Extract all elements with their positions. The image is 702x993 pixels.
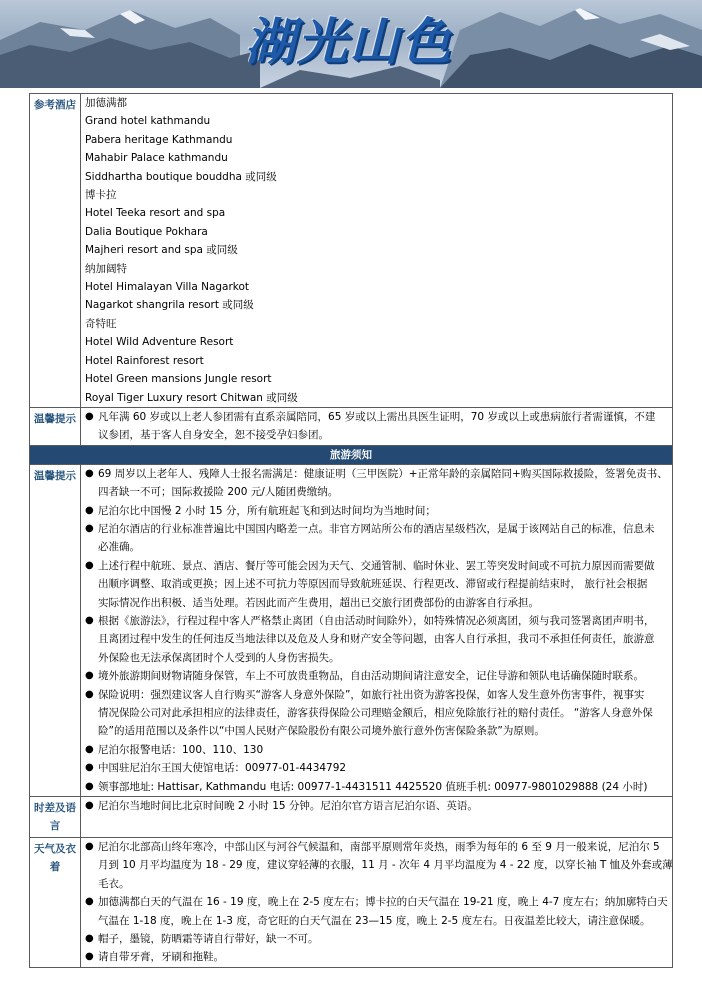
- bullet-icon: ●: [85, 743, 94, 755]
- list-line: 气温在 1-18 度，晚上在 1-3 度，奇它旺的白天气温在 23—15 度，晚上 2-5 度左右。日夜温差比较大，请注意保暖。: [98, 914, 651, 927]
- notice-row: [30, 464, 673, 796]
- tips-row: [30, 407, 673, 445]
- hotel-line: Hotel Wild Adventure Resort: [85, 336, 234, 349]
- list-item: [85, 667, 668, 685]
- list-item: [85, 686, 668, 741]
- hotel-line: 加德满都: [85, 97, 127, 109]
- header-banner: [0, 0, 702, 88]
- list-line: 凡年满 60 岁或以上老人参团需有直系亲属陪同，65 岁或以上需出具医生证明，70 岁或以上或患病旅行者需谨慎，不建: [98, 410, 656, 423]
- list-item: [85, 520, 668, 557]
- list-line: 中国驻尼泊尔王国大使馆电话：00977-01-4434792: [98, 762, 347, 775]
- list-line: 月到 10 月平均温度为 18 - 29 度，建议穿轻薄的衣服，11 月 - 次年 4 月平均温度为 4 - 22 度，以穿长袖 T 恤及外套或薄: [98, 859, 673, 872]
- hotel-line: Nagarkot shangrila resort 或同级: [85, 299, 254, 312]
- bullet-icon: ●: [85, 614, 94, 626]
- list-line: 69 周岁以上老年人、残障人士报名需满足：健康证明（三甲医院）+正常年龄的亲属陪同+购买国际救援险，签署免责书、: [98, 467, 668, 480]
- hotel-line: Hotel Himalayan Villa Nagarkot: [85, 281, 250, 294]
- list-line: 帽子，墨镜，防晒霜等请自行带好，缺一不可。: [98, 933, 319, 946]
- list-line: 尼泊尔报警电话：100、110、130: [98, 743, 264, 756]
- list-item: [85, 778, 668, 796]
- timezone-label: 时差及语言: [30, 797, 81, 838]
- list-item: [85, 759, 668, 777]
- list-line: 尼泊尔比中国慢 2 小时 15 分，所有航班起飞和到达时间均为当地时间；: [98, 504, 436, 517]
- list-item: [85, 893, 668, 930]
- notice-label: 温馨提示: [30, 464, 81, 796]
- hotel-line: Dalia Boutique Pokhara: [85, 225, 208, 238]
- section-header: 旅游须知: [30, 445, 673, 464]
- list-line: 尼泊尔当地时间比北京时间晚 2 小时 15 分钟。尼泊尔官方语言尼泊尔语、英语。: [98, 800, 478, 813]
- hotel-line: 纳加阔特: [85, 262, 127, 275]
- weather-label: 天气及衣着: [30, 838, 81, 968]
- notice-content: [81, 464, 673, 796]
- list-line: 上述行程中航班、景点、酒店、餐厅等可能会因为天气、交通管制、临时休业、罢工等突发时间或不可抗力原因而需要做: [98, 559, 655, 572]
- list-line: 尼泊尔酒店的行业标准普遍比中国国内略差一点。非官方网站所公布的酒店星级档次，是属于该网站自己的标准，信息未: [98, 522, 655, 535]
- list-line: 根据《旅游法》，行程过程中客人严格禁止离团（自由活动时间除外），如特殊情况必须离团，须与我司签署离团声明书，: [98, 614, 655, 627]
- tips-label: 温馨提示: [30, 407, 81, 445]
- bullet-icon: ●: [85, 467, 94, 479]
- list-item: [85, 408, 668, 445]
- list-item: [85, 465, 668, 502]
- weather-content: [81, 838, 673, 968]
- list-line: 保险说明：强烈建议客人自行购买“游客人身意外保险”，如旅行社出资为游客投保，如客人发生意外伤害事件，视事实: [98, 688, 645, 701]
- notice-header-row: [30, 445, 673, 464]
- hotels-label: 参考酒店: [30, 94, 81, 408]
- bullet-icon: ●: [85, 780, 94, 792]
- list-item: [85, 797, 668, 815]
- bullet-icon: ●: [85, 559, 94, 571]
- list-item: [85, 502, 668, 520]
- bullet-icon: ●: [85, 933, 94, 945]
- hotel-line: Hotel Teeka resort and spa: [85, 207, 226, 220]
- list-item: [85, 930, 668, 948]
- tips-content: [81, 407, 673, 445]
- list-line: 毛衣。: [98, 877, 130, 890]
- hotels-content: [81, 94, 673, 408]
- list-line: 四者缺一不可；国际救援险 200 元/人随团费缴纳。: [98, 486, 339, 499]
- bullet-icon: ●: [85, 800, 94, 812]
- list-line: 且离团过程中发生的任何违反当地法律以及危及人身和财产安全等问题，由客人自行承担，我司不承担任何责任，旅游意: [98, 633, 655, 646]
- hotel-line: Majheri resort and spa 或同级: [85, 244, 238, 257]
- timezone-row: [30, 797, 673, 838]
- bullet-icon: ●: [85, 522, 94, 534]
- bullet-icon: ●: [85, 951, 94, 963]
- hotel-line: Royal Tiger Luxury resort Chitwan 或同级: [85, 391, 298, 404]
- bullet-icon: ●: [85, 688, 94, 700]
- list-line: 情况保险公司对此承担相应的法律责任，游客获得保险公司理赔金额后，相应免除旅行社的赔付责任。 “游客人身意外保: [98, 707, 653, 719]
- list-line: 出顺序调整、取消或更换；因上述不可抗力等原因而导致航班延误、行程更改、滞留或行程提前结束时， 旅行社会根据: [98, 578, 648, 591]
- bullet-icon: ●: [85, 762, 94, 774]
- list-line: 实际情况作出积极、适当处理。若因此而产生费用，超出已交旅行团费部份的由游客自行承担。: [98, 596, 539, 609]
- list-line: 尼泊尔北部高山终年寒冷，中部山区与河谷气候温和，南部平原则常年炎热，雨季为每年的 6 至 9 月一般来说，尼泊尔 5: [98, 841, 660, 854]
- itinerary-info-table: [29, 93, 673, 968]
- hotel-line: Siddhartha boutique bouddha 或同级: [85, 170, 277, 183]
- list-item: [85, 838, 673, 893]
- list-line: 议参团，基于客人自身安全，恕不接受孕妇参团。: [98, 429, 329, 442]
- weather-row: [30, 838, 673, 968]
- hotel-line: Grand hotel kathmandu: [85, 115, 211, 128]
- list-line: 请自带牙膏，牙刷和拖鞋。: [98, 951, 224, 964]
- list-item: [85, 741, 668, 759]
- bullet-icon: ●: [85, 896, 94, 908]
- bullet-icon: ●: [85, 841, 94, 853]
- hotel-line: Hotel Green mansions Jungle resort: [85, 373, 272, 386]
- list-line: 加德满都白天的气温在 16 - 19 度，晚上在 2-5 度左右；博卡拉的白天气温在 19-21 度，晚上 4-7 度左右；纳加廓特白天: [98, 896, 668, 909]
- hotel-line: Mahabir Palace kathmandu: [85, 152, 228, 165]
- list-line: 境外旅游期间财物请随身保管，车上不可放贵重物品，自由活动期间请注意安全，记住导游和领队电话确保随时联系。: [98, 670, 644, 683]
- list-line: 领事部地址: Hattisar, Kathmandu 电话: 00977-1-4431511 4425520 值班手机: 00977-9801029888 (24 小时): [98, 780, 648, 793]
- banner-title: 湖光山色: [245, 12, 453, 71]
- hotel-line: Pabera heritage Kathmandu: [85, 133, 233, 146]
- timezone-content: [81, 797, 673, 838]
- bullet-icon: ●: [85, 410, 94, 422]
- list-item: [85, 612, 668, 667]
- list-line: 必准确。: [98, 541, 140, 554]
- list-line: 外保险也无法承保离团时个人受到的人身伤害损失。: [98, 651, 340, 664]
- hotel-line: Hotel Rainforest resort: [85, 354, 204, 367]
- hotel-line: 博卡拉: [85, 189, 117, 202]
- hotels-row: [30, 94, 673, 408]
- list-item: [85, 557, 668, 612]
- list-line: 险”的适用范围以及条件以“中国人民财产保险股份有限公司境外旅行意外伤害保险条款”为原则。: [98, 725, 545, 738]
- list-item: [85, 948, 668, 966]
- bullet-icon: ●: [85, 670, 94, 682]
- bullet-icon: ●: [85, 504, 94, 516]
- hotel-line: 奇特旺: [85, 317, 117, 330]
